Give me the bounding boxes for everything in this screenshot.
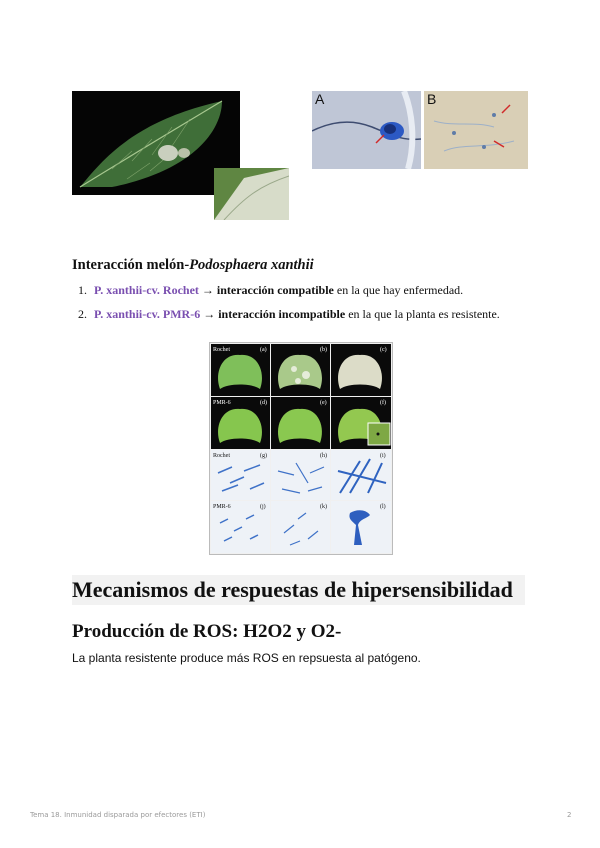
- paragraph-ros: La planta resistente produce más ROS en repsuesta al patógeno.: [72, 651, 421, 665]
- panel-label-e: (e): [320, 400, 327, 406]
- closeup-illustration: [214, 168, 289, 220]
- micrograph-b: [424, 91, 528, 169]
- heading-ros-production: Producción de ROS: H2O2 y O2-: [72, 621, 342, 642]
- section-heading-plain: Interacción melón-: [72, 257, 190, 273]
- arrow: →: [200, 307, 219, 321]
- arrow: →: [198, 283, 217, 297]
- list-item: [72, 306, 542, 330]
- micrograph-b-label: B: [427, 91, 437, 107]
- panel-label-c: (c): [380, 347, 387, 353]
- interaction-type: interacción compatible: [216, 283, 334, 297]
- figure-panels: [210, 343, 392, 554]
- strain-name: P. xanthii-cv. PMR-6: [94, 307, 201, 321]
- panel-label-k: (k): [320, 504, 327, 510]
- micrograph-b-illustration: [424, 91, 528, 169]
- micrograph-a: [312, 91, 421, 169]
- panel-label-h: (h): [320, 453, 327, 459]
- footer-title: Tema 18. Inmunidad disparada por efectores (ETI): [30, 811, 206, 819]
- interaction-list: [72, 282, 542, 330]
- leaf-closeup-photo: [214, 168, 289, 220]
- panel-label-f: (f): [380, 400, 386, 406]
- list-item: [72, 282, 542, 306]
- micrograph-a-illustration: [312, 91, 421, 169]
- panel-label-l: (l): [380, 504, 386, 510]
- strain-name: P. xanthii-cv. Rochet: [94, 283, 199, 297]
- row-label-rochet-1: Rochet: [213, 347, 230, 353]
- list-item-number: 2.: [78, 307, 87, 321]
- panel-label-a: (a): [260, 347, 267, 353]
- interaction-type: interacción incompatible: [218, 307, 346, 321]
- page-number: 2: [567, 811, 572, 819]
- panel-label-d: (d): [260, 400, 267, 406]
- micrograph-a-label: A: [315, 91, 325, 107]
- section-heading: [72, 257, 314, 274]
- row-label-pmr6-1: PMR-6: [213, 400, 231, 406]
- panel-label-b: (b): [320, 347, 327, 353]
- row-label-rochet-2: Rochet: [213, 453, 230, 459]
- heading-hypersensitivity: Mecanismos de respuestas de hipersensibilidad: [72, 575, 525, 605]
- rochet-pmr6-figure: [209, 342, 393, 555]
- section-heading-italic: Podosphaera xanthii: [189, 257, 314, 273]
- row-label-pmr6-2: PMR-6: [213, 504, 231, 510]
- list-item-number: 1.: [78, 283, 87, 297]
- panel-label-g: (g): [260, 453, 267, 459]
- panel-label-j: (j): [260, 504, 266, 510]
- interaction-description: en la que la planta es resistente.: [345, 307, 500, 321]
- panel-label-i: (i): [380, 453, 386, 459]
- interaction-description: en la que hay enfermedad.: [333, 283, 464, 297]
